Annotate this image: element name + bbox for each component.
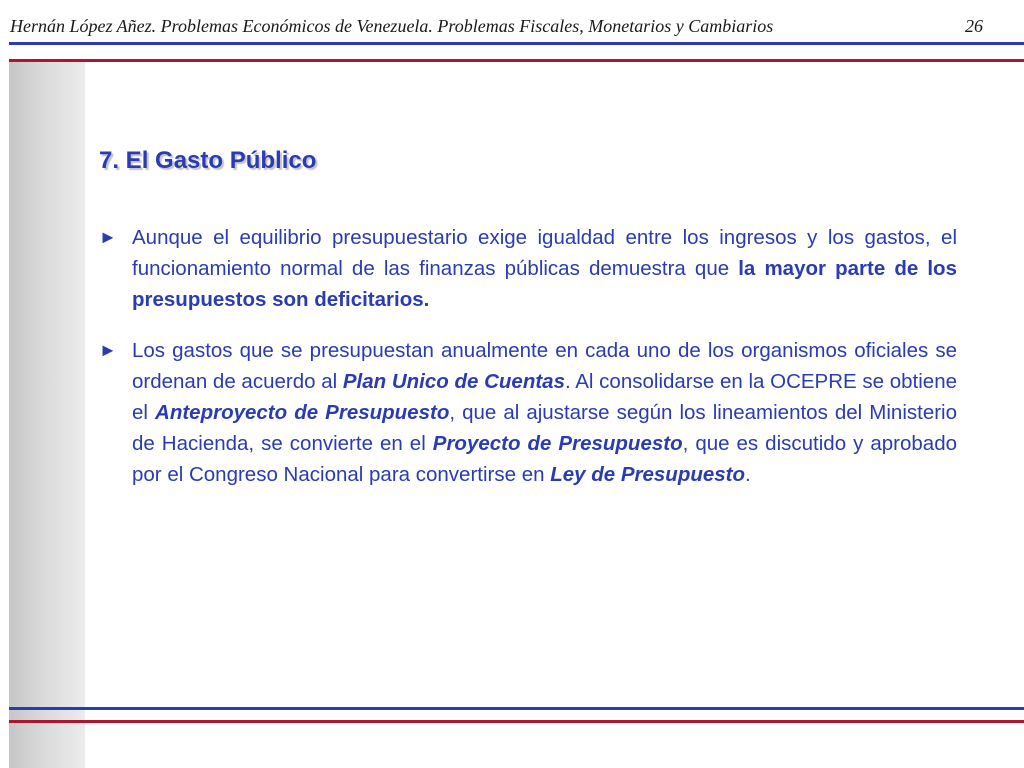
header-rule-red <box>9 59 1024 62</box>
running-header: Hernán López Añez. Problemas Económicos de Venezuela. Problemas Fiscales, Monetarios y Cambiarios <box>10 16 774 36</box>
left-decorative-band <box>9 60 85 768</box>
header-rule-blue <box>9 42 1024 45</box>
text-run: Los gastos que se presupuestan anualmente en cada uno de los organismos oficiales se ordenan de acuerdo al <box>132 339 957 393</box>
bullet-item <box>99 335 957 490</box>
emphasis-text-run: Ley de Presupuesto <box>550 463 746 486</box>
text-run: , que es discutido y aprobado por el Congreso Nacional para convertirse en <box>132 432 957 486</box>
triangle-bullet-icon: ► <box>99 227 117 247</box>
footer-rule-blue <box>9 707 1024 710</box>
text-run: . Al consolidarse en la OCEPRE se obtiene el <box>132 370 957 424</box>
slide-title: 7. El Gasto Público <box>99 147 317 174</box>
bold-text-run: la mayor parte de los presupuestos son deficitarios. <box>132 257 957 311</box>
footer-rule-red <box>9 720 1024 723</box>
page-number: 26 <box>965 16 983 36</box>
emphasis-text-run: Anteproyecto de Presupuesto <box>155 401 450 424</box>
bullet-text <box>132 335 957 490</box>
emphasis-text-run: Plan Unico de Cuentas <box>342 370 565 393</box>
text-run: Aunque el equilibrio presupuestario exige igualdad entre los ingresos y los gastos, el funcionamiento normal de las finanzas públicas demuestra que <box>132 226 957 280</box>
text-run: , que al ajustarse según los lineamientos del Ministerio de Hacienda, se convierte en el <box>132 401 957 455</box>
triangle-bullet-icon: ► <box>99 340 117 360</box>
emphasis-text-run: Proyecto de Presupuesto <box>432 432 683 455</box>
bullet-text <box>132 222 957 315</box>
bullet-item <box>99 222 957 315</box>
text-run: . <box>745 463 751 486</box>
